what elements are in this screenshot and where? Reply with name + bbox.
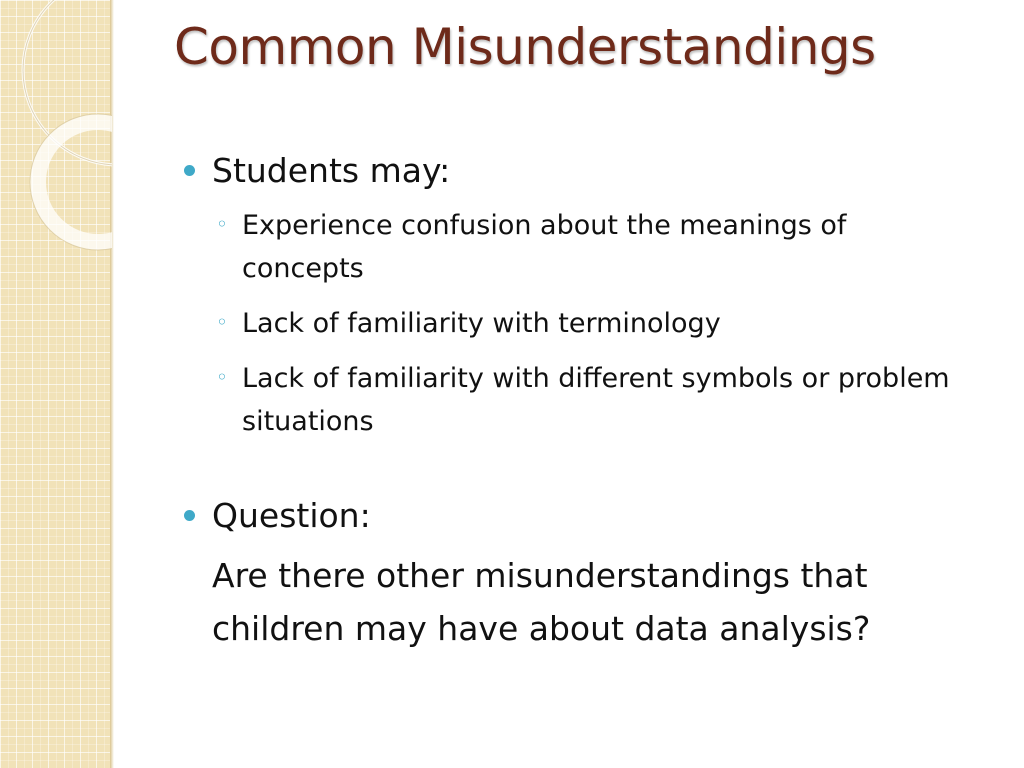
bullet-label: Question:	[212, 496, 371, 535]
sub-item-text: Lack of familiarity with different symbols or problem situations	[242, 363, 950, 437]
spacer	[180, 455, 980, 493]
question-continuation: Are there other misunderstandings that children may have about data analysis?	[212, 556, 871, 648]
sub-item-text: Experience confusion about the meanings of concepts	[242, 210, 847, 284]
hollow-circle-icon: ◦	[216, 365, 228, 389]
slide-body	[180, 148, 980, 655]
list-item	[180, 204, 962, 290]
list-item	[180, 357, 962, 443]
hollow-circle-icon: ◦	[216, 310, 228, 334]
bullet-question	[180, 493, 980, 539]
hollow-circle-icon: ◦	[216, 212, 228, 236]
decorative-rings	[0, 0, 112, 260]
bullet-students	[180, 148, 980, 194]
bullet-dot-icon	[184, 510, 195, 521]
sub-item-text: Lack of familiarity with terminology	[242, 308, 721, 339]
students-sublist	[180, 204, 980, 443]
list-item	[180, 302, 962, 345]
bullet-label: Students may:	[212, 151, 451, 190]
slide-title: Common Misunderstandings	[174, 18, 876, 76]
bullet-dot-icon	[184, 165, 195, 176]
